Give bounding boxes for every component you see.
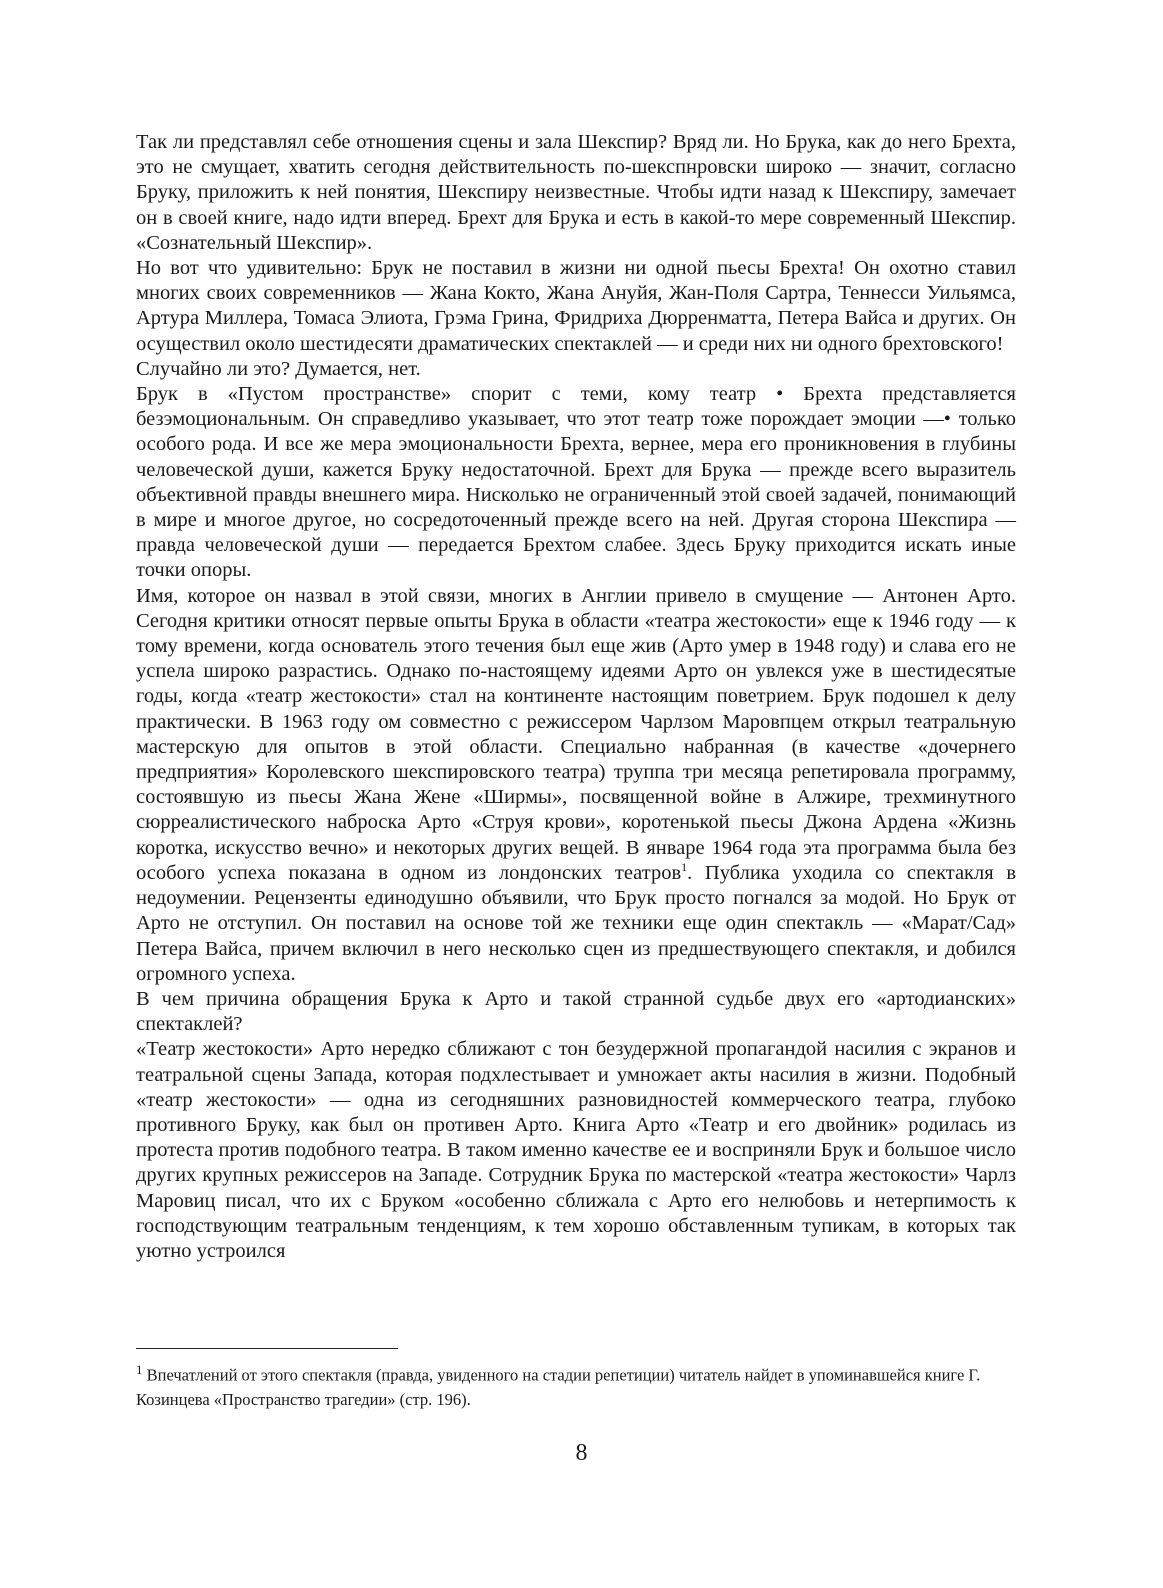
- paragraph-brecht-plays: Но вот что удивительно: Брук не поставил в жизни ни одной пьесы Брехта! Он охотно ставил многих своих современников — Жана Кокто, Жана Ануйя, Жан-Поля Сартра, Теннесси Уильямса, Артура Миллера, Томаса Элиота, Грэма Грина, Фридриха Дюрренматта, Петера Вайса и других. Он осуществил около шестидесяти драматических спектаклей — и среди них ни одного брехтовского!: [136, 257, 1016, 355]
- footnote-separator: [136, 1348, 398, 1349]
- page-number: 8: [575, 1440, 588, 1466]
- paragraph-empty-space: Брук в «Пустом пространстве» спорит с теми, кому театр • Брехта представляется безэмоциональным. Он справедливо указывает, что этот театр тоже порождает эмоции —• только особого рода. И все же мера эмоциональности Брехта, вернее, мера его проникновения в глубины человеческой души, кажется Бруку недостаточной. Брехт для Брука — прежде всего выразитель объективной правды внешнего мира. Нисколько не ограниченный этой своей задачей, понимающий в мире и многое другое, но сосредоточенный прежде всего на ней. Другая сторона Шекспира — правда человеческой души — передается Брехтом слабее. Здесь Бруку приходится искать иные точки опоры.: [136, 383, 1016, 582]
- paragraph-artaud: [136, 584, 1016, 987]
- footnote-marker: 1: [136, 1362, 143, 1377]
- footnote-text: Впечатлений от этого спектакля (правда, увиденного на стадии репетиции) читатель найдет в упоминавшейся книге Г. Козинцева «Пространство трагедии» (стр. 196).: [136, 1365, 981, 1409]
- body-text: [136, 130, 1016, 1264]
- paragraph-theatre-of-cruelty: «Театр жестокости» Арто нередко сближают с тон безудержной пропагандой насилия с экранов и театральной сцены Запада, которая подхлестывает и умножает акты насилия в жизни. Подобный «театр жестокости» — одна из сегодняшних разновидностей коммерческого театра, глубоко противного Бруку, как был он противен Арто. Книга Арто «Театр и его двойник» родилась из протеста против подобного театра. В таком именно качестве ее и восприняли Брук и большое число других крупных режиссеров на Западе. Сотрудник Брука по мастерской «театра жестокости» Чарлз Маровиц писал, что их с Бруком «особенно сближала с Арто его нелюбовь и нетерпимость к господствующим театральным тенденциям, к тем хорошо обставленным тупикам, в которых так уютно устроился: [136, 1038, 1016, 1262]
- paragraph-reason: В чем причина обращения Брука к Арто и такой странной судьбе двух его «артодианских» спектаклей?: [136, 987, 1016, 1036]
- paragraph-question: Случайно ли это? Думается, нет.: [136, 357, 421, 380]
- artaud-text-before: Имя, которое он назвал в этой связи, многих в Англии привело в смущение — Антонен Арто. Сегодня критики относят первые опыты Брука в области «театра жестокости» еще к 1946 году — к тому времени, когда основатель этого течения был еще жив (Арто умер в 1948 году) и слава его не успела широко разрастись. Однако по-настоящему идеями Арто он увлекся уже в шестидесятые годы, когда «театр жестокости» стал на континенте настоящим поветрием. Брук подошел к делу практически. В 1963 году ом совместно с режиссером Чарлзом Маровпцем открыл театральную мастерскую для опытов в этой области. Специально набранная (в качестве «дочернего предприятия» Королевского шекспировского театра) труппа три месяца репетировала программу, состоявшую из пьесы Жана Жене «Ширмы», посвященной войне в Алжире, трехминутного сюрреалистического наброска Арто «Струя крови», коротенькой пьесы Джона Ардена «Жизнь коротка, искусство вечно» и некоторых других вещей. В январе 1964 года эта программа была без особого успеха показана в одном из лондонских театров: [136, 584, 1016, 884]
- footnote-reference[interactable]: 1: [681, 860, 688, 875]
- footnote: [136, 1358, 1016, 1412]
- paragraph-shakespeare: Так ли представлял себе отношения сцены и зала Шекспир? Вряд ли. Но Брука, как до него Брехта, это не смущает, хватить сегодня действительность по-шекспнровски широко — значит, согласно Бруку, приложить к ней понятия, Шекспиру неизвестные. Чтобы идти назад к Шекспиру, замечает он в своей книге, надо идти вперед. Брехт для Брука и есть в какой-то мере современный Шекспир. «Сознательный Шекспир».: [136, 131, 1016, 254]
- artaud-text-after: . Публика уходила со спектакля в недоумении. Рецензенты единодушно объявили, что Брук просто погнался за модой. Но Брук от Арто не отступил. Он поставил на основе той же техники еще один спектакль — «Марат/Сад» Петера Вайса, причем включил в него несколько сцен из предшествующего спектакля, и добился огромного успеха.: [136, 861, 1016, 985]
